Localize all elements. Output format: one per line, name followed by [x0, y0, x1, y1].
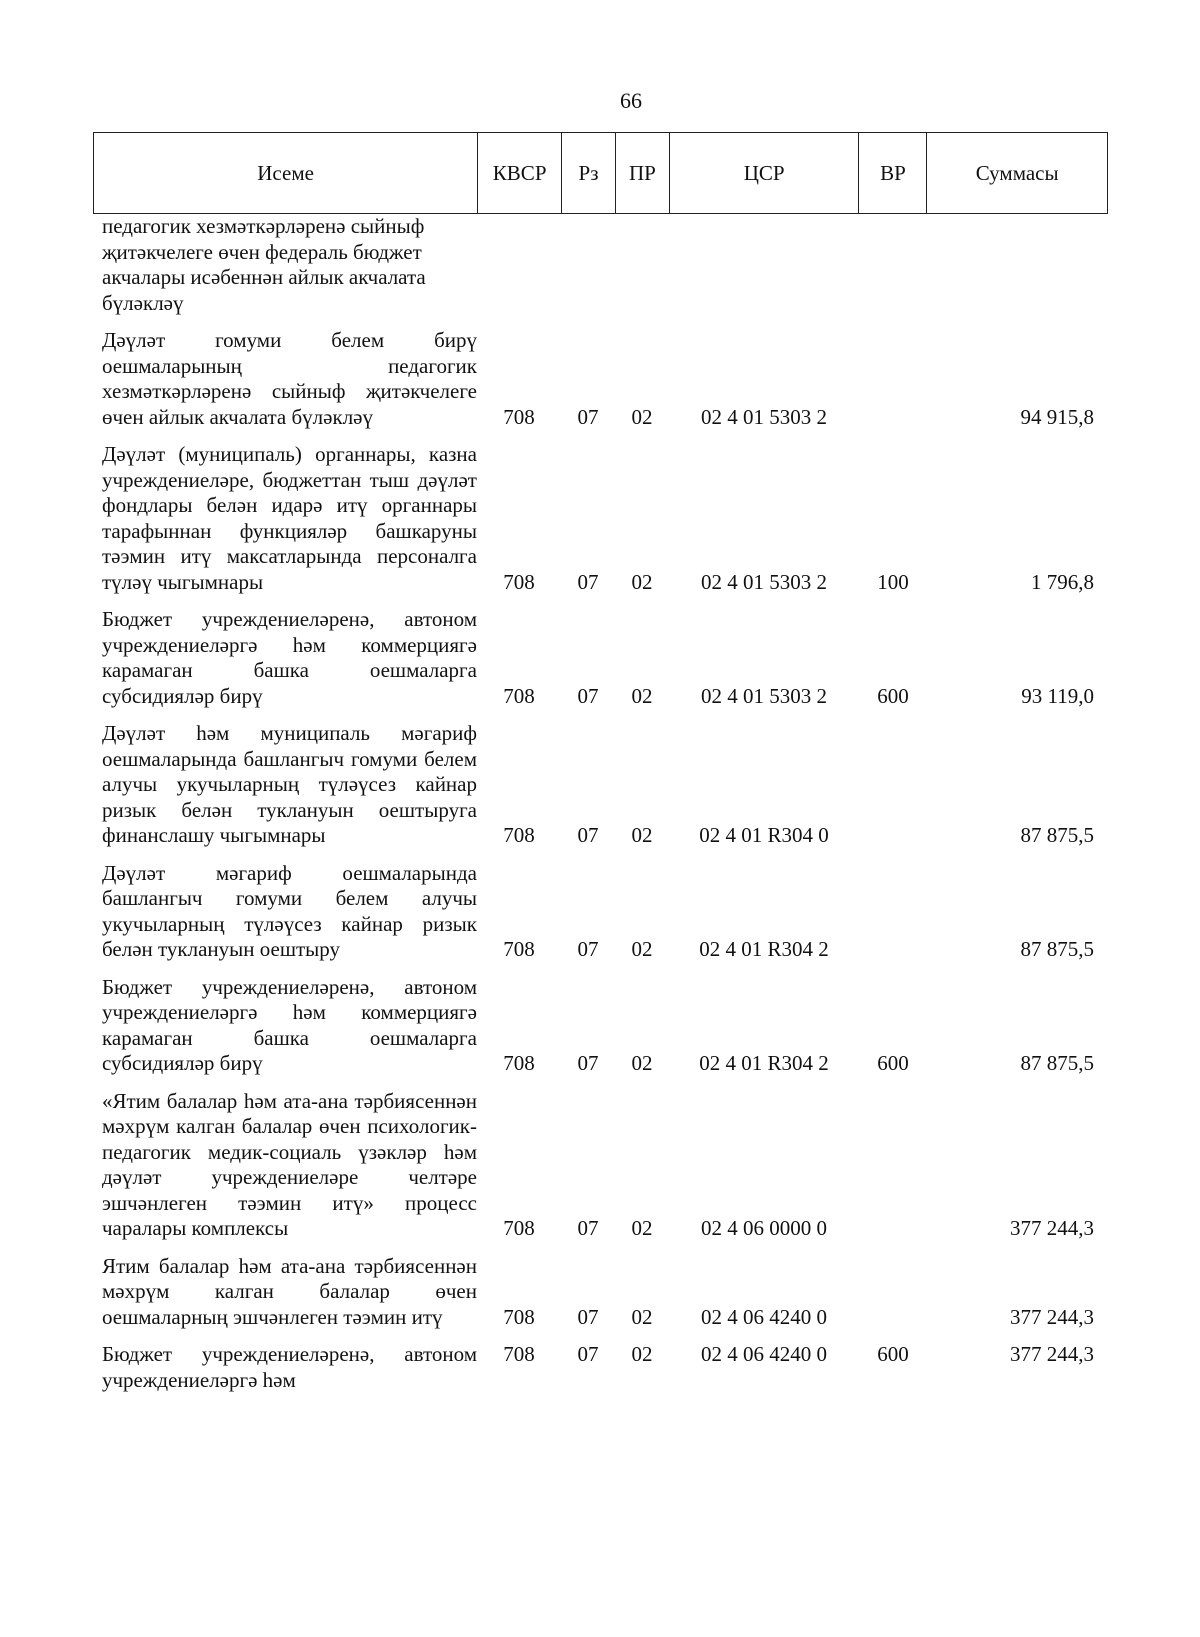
table-row: [93, 1254, 1108, 1331]
row-name: Бюджет учреждениеләренә, автоном учреждениеләргә һәм: [102, 1342, 477, 1392]
row-vr: 100: [877, 569, 909, 594]
row-kvsr: 708: [503, 823, 535, 847]
header-vr: ВР: [858, 133, 926, 213]
table-row: [93, 607, 1108, 709]
row-name: педагогик хезмәткәрләренә сыйныф җитәкчелеге өчен федераль бюджет акчалары исәбеннән айлык акчалата бүләкләү: [102, 214, 426, 315]
row-name: Бюджет учреждениеләренә, автоном учреждениеләргә һәм коммерциягә карамаган башка оешмаларга субсидияләр бирү: [102, 974, 477, 1075]
row-name: Бюджет учреждениеләренә, автоном учреждениеләргә һәм коммерциягә карамаган башка оешмаларга субсидияләр бирү: [102, 607, 477, 708]
row-pr: 02: [631, 937, 653, 961]
table-body: [93, 214, 1108, 1405]
table-row: [93, 214, 1108, 316]
row-pr: 02: [631, 404, 653, 429]
row-vr: 600: [877, 1051, 909, 1075]
row-pr: 02: [631, 1304, 653, 1329]
row-kvsr: 708: [503, 1216, 535, 1240]
table-row: [93, 442, 1108, 595]
table-header: [93, 132, 1108, 214]
row-name: Дәүләт мәгариф оешмаларында башлангыч гомуми белем алучы укучыларның түләүсез кайнар ризык белән туклануын оештыру: [102, 860, 477, 961]
row-csr: 02 4 06 0000 0: [701, 1216, 827, 1240]
row-pr: 02: [631, 683, 653, 708]
row-sum: 94 915,8: [1020, 404, 1094, 429]
row-kvsr: 708: [503, 1342, 535, 1366]
row-rz: 07: [577, 569, 599, 594]
row-sum: 87 875,5: [1020, 937, 1094, 961]
row-rz: 07: [577, 404, 599, 429]
row-vr: 600: [877, 1342, 909, 1366]
row-sum: 377 244,3: [1010, 1216, 1094, 1240]
row-csr: 02 4 06 4240 0: [701, 1342, 827, 1366]
table-row: [93, 721, 1108, 849]
row-vr: 600: [877, 683, 909, 708]
header-kvsr: КВСР: [477, 133, 561, 213]
row-csr: 02 4 06 4240 0: [701, 1304, 827, 1329]
row-pr: 02: [631, 1342, 653, 1366]
row-sum: 87 875,5: [1020, 823, 1094, 847]
table-row: [93, 1089, 1108, 1242]
page-number: 66: [620, 88, 642, 113]
row-sum: 87 875,5: [1020, 1051, 1094, 1075]
row-csr: 02 4 01 5303 2: [701, 404, 827, 429]
row-kvsr: 708: [503, 683, 535, 708]
row-kvsr: 708: [503, 569, 535, 594]
row-kvsr: 708: [503, 937, 535, 961]
header-name: Исеме: [257, 160, 314, 185]
row-kvsr: 708: [503, 1051, 535, 1075]
header-pr: ПР: [615, 133, 669, 213]
row-name: Дәүләт гомуми белем бирү оешмаларының педагогик хезмәткәрләренә сыйныф җитәкчелеге өчен айлык акчалата бүләкләү: [102, 328, 477, 429]
row-pr: 02: [631, 1216, 653, 1240]
table-row: [93, 861, 1108, 963]
row-name: Дәүләт һәм муниципаль мәгариф оешмаларында башлангыч гомуми белем алучы укучыларның түләүсез кайнар ризык белән туклануын оештыруга финанслашу чыгымнары: [102, 721, 477, 847]
row-rz: 07: [577, 937, 599, 961]
row-pr: 02: [631, 569, 653, 594]
row-kvsr: 708: [503, 1304, 535, 1329]
row-rz: 07: [577, 1216, 599, 1240]
row-csr: 02 4 01 R304 2: [699, 1051, 829, 1075]
header-csr: ЦСР: [669, 133, 859, 213]
row-pr: 02: [631, 823, 653, 847]
table-row: [93, 1342, 1108, 1393]
budget-table: [93, 132, 1108, 1405]
row-name: «Ятим балалар һәм ата-ана тәрбиясеннән мәхрүм калган балалар өчен психологик-педагогик медик-социаль үзәкләр һәм дәүләт учреждениеләре челтәре эшчәнлеген тәэмин итү» процесс чаралары комплексы: [102, 1088, 477, 1240]
row-sum: 377 244,3: [1010, 1342, 1094, 1366]
row-rz: 07: [577, 683, 599, 708]
row-rz: 07: [577, 823, 599, 847]
table-row: [93, 328, 1108, 430]
header-sum: Суммасы: [926, 133, 1107, 213]
row-csr: 02 4 01 R304 2: [699, 937, 829, 961]
row-pr: 02: [631, 1051, 653, 1075]
row-rz: 07: [577, 1304, 599, 1329]
row-sum: 377 244,3: [1010, 1304, 1094, 1329]
row-sum: 93 119,0: [1021, 683, 1094, 708]
row-name: Ятим балалар һәм ата-ана тәрбиясеннән мәхрүм калган балалар өчен оешмаларның эшчәнлеген тәэмин итү: [102, 1253, 477, 1329]
row-kvsr: 708: [503, 404, 535, 429]
row-rz: 07: [577, 1342, 599, 1366]
row-csr: 02 4 01 R304 0: [699, 823, 829, 847]
row-rz: 07: [577, 1051, 599, 1075]
header-rz: Рз: [561, 133, 615, 213]
row-name: Дәүләт (муниципаль) органнары, казна учреждениеләре, бюджеттан тыш дәүләт фондлары белән идарә итү органнары тарафыннан функцияләр башкаруны тәэмин итү максатларында персоналга түләү чыгымнары: [102, 442, 477, 594]
row-sum: 1 796,8: [1031, 569, 1094, 594]
row-csr: 02 4 01 5303 2: [701, 683, 827, 708]
row-csr: 02 4 01 5303 2: [701, 569, 827, 594]
table-row: [93, 975, 1108, 1077]
